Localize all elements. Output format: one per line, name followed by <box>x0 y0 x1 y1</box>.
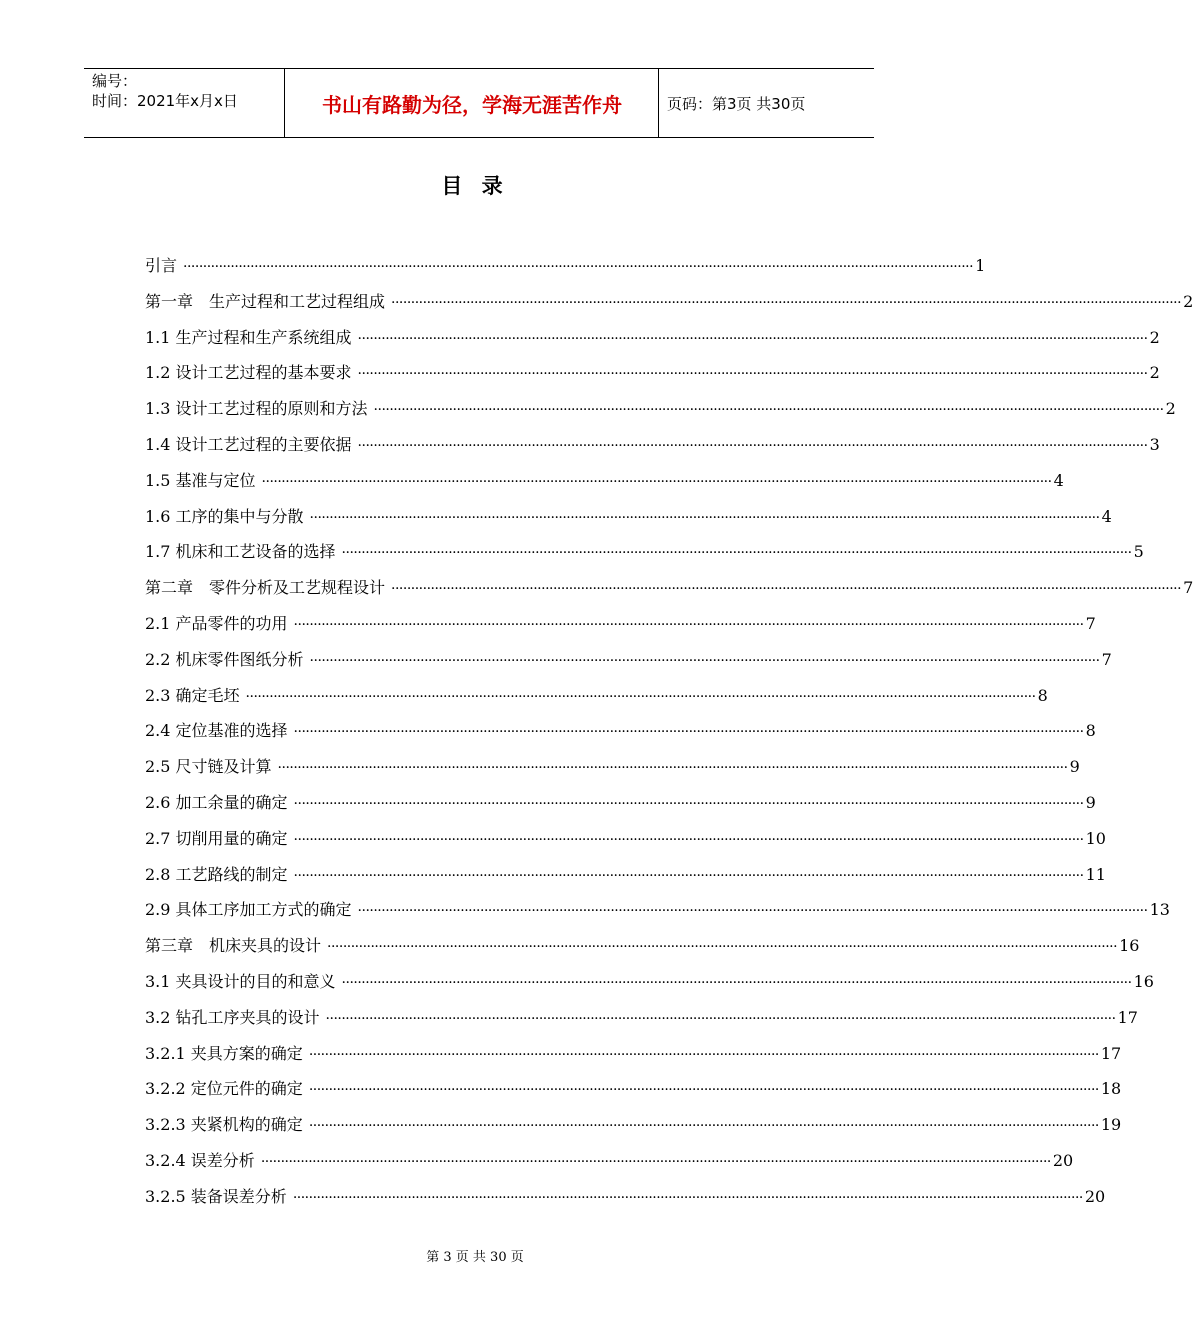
toc-entry-page: 4 <box>1053 470 1064 490</box>
toc-entry[interactable] <box>145 289 1193 325</box>
toc-entry-label: 2.3 确定毛坯 <box>145 685 240 705</box>
toc-leader-dots: ········································································································································································································ <box>341 974 1132 991</box>
toc-entry[interactable] <box>145 754 1080 790</box>
toc-entry-label: 1.3 设计工艺过程的原则和方法 <box>145 399 368 419</box>
toc-entry-page: 9 <box>1085 792 1096 812</box>
toc-leader-dots: ········································································································································································································ <box>293 795 1084 812</box>
toc-entry[interactable] <box>145 969 1154 1005</box>
toc-entry-label: 3.2.2 定位元件的确定 <box>145 1079 303 1099</box>
header-motto: 书山有路勤为径，学海无涯苦作舟 <box>322 92 622 117</box>
header-time-label: 时间：2021年x月x日 <box>92 92 238 110</box>
toc-entry[interactable] <box>145 611 1096 647</box>
toc-entry-page: 20 <box>1052 1150 1074 1170</box>
toc-entry-label: 引言 <box>145 256 178 275</box>
toc-leader-dots: ········································································································································································································ <box>357 330 1148 347</box>
toc-entry-label: 第一章 生产过程和工艺过程组成 <box>145 291 386 311</box>
toc-entry-page: 17 <box>1117 1007 1138 1027</box>
toc-entry-label: 3.2.5 装备误差分析 <box>145 1186 287 1206</box>
toc-entry-page: 7 <box>1183 578 1193 598</box>
toc-entry-page: 7 <box>1101 649 1112 669</box>
toc-entry-page: 8 <box>1037 685 1048 705</box>
toc-entry[interactable] <box>145 933 1140 969</box>
toc-entry-page: 2 <box>1149 327 1160 347</box>
toc-entry-label: 3.2.3 夹紧机构的确定 <box>145 1115 303 1135</box>
toc-entry-page: 13 <box>1149 900 1170 920</box>
toc-leader-dots: ········································································································································································································ <box>277 760 1068 777</box>
toc-entry-label: 1.2 设计工艺过程的基本要求 <box>145 363 352 383</box>
toc-entry-label: 3.2 钻孔工序夹具的设计 <box>145 1007 320 1027</box>
toc-entry-label: 2.7 切削用量的确定 <box>145 828 288 848</box>
toc-entry[interactable] <box>145 718 1096 754</box>
toc-entry[interactable] <box>145 1041 1122 1077</box>
toc-leader-dots: ········································································································································································································ <box>260 1153 1051 1170</box>
toc-entry-page: 4 <box>1101 506 1112 526</box>
toc-entry[interactable] <box>145 575 1193 611</box>
header-divider-right <box>658 69 659 137</box>
toc-entry[interactable] <box>145 826 1106 862</box>
toc-leader-dots: ········································································································································································································ <box>293 831 1084 848</box>
toc-leader-dots: ········································································································································································································ <box>357 903 1148 920</box>
toc-entry-label: 1.7 机床和工艺设备的选择 <box>145 542 336 562</box>
toc-leader-dots: ········································································································································································································ <box>308 1118 1099 1135</box>
toc-entry-label: 1.5 基准与定位 <box>145 470 256 490</box>
toc-leader-dots: ········································································································································································································ <box>309 652 1100 669</box>
toc-entry-page: 9 <box>1069 757 1080 777</box>
toc-entry-label: 3.2.4 误差分析 <box>145 1150 255 1170</box>
toc-entry-label: 2.8 工艺路线的制定 <box>145 864 288 884</box>
toc-entry-page: 17 <box>1100 1043 1122 1063</box>
toc-entry-page: 2 <box>1183 291 1193 311</box>
toc-entry-page: 2 <box>1149 363 1160 383</box>
page-header <box>84 68 874 138</box>
toc-entry[interactable] <box>145 683 1048 719</box>
toc-entry-page: 18 <box>1100 1079 1122 1099</box>
toc-entry[interactable] <box>145 1005 1138 1041</box>
header-divider-left <box>284 69 285 137</box>
toc-entry-page: 16 <box>1119 936 1140 956</box>
toc-entry-label: 第三章 机床夹具的设计 <box>145 936 322 956</box>
toc-entry[interactable] <box>145 1112 1122 1148</box>
table-of-contents <box>145 253 1193 1220</box>
toc-entry-label: 2.5 尺寸链及计算 <box>145 757 272 777</box>
toc-leader-dots: ········································································································································································································ <box>293 616 1084 633</box>
toc-leader-dots: ········································································································································································································ <box>293 867 1084 884</box>
toc-entry-page: 3 <box>1149 434 1160 454</box>
toc-entry[interactable] <box>145 396 1176 432</box>
toc-entry[interactable] <box>145 325 1160 361</box>
toc-leader-dots: ········································································································································································································ <box>357 366 1148 383</box>
toc-leader-dots: ········································································································································································································ <box>292 1189 1083 1206</box>
toc-entry-label: 2.6 加工余量的确定 <box>145 792 288 812</box>
toc-entry[interactable] <box>145 1184 1106 1220</box>
toc-entry[interactable] <box>145 253 986 289</box>
toc-entry[interactable] <box>145 647 1112 683</box>
toc-entry[interactable] <box>145 1076 1122 1112</box>
toc-leader-dots: ········································································································································································································ <box>373 402 1164 419</box>
toc-entry-label: 3.1 夹具设计的目的和意义 <box>145 971 336 991</box>
toc-entry[interactable] <box>145 432 1160 468</box>
toc-entry-page: 7 <box>1085 613 1096 633</box>
toc-entry-label: 2.2 机床零件图纸分析 <box>145 649 304 669</box>
page-footer: 第 3 页 共 30 页 <box>426 1250 524 1265</box>
toc-entry-label: 2.1 产品零件的功用 <box>145 613 288 633</box>
toc-entry-label: 第二章 零件分析及工艺规程设计 <box>145 578 386 598</box>
toc-entry-label: 2.4 定位基准的选择 <box>145 721 288 741</box>
toc-leader-dots: ········································································································································································································ <box>391 294 1182 311</box>
toc-title: 目 录 <box>441 174 509 198</box>
toc-entry[interactable] <box>145 897 1170 933</box>
toc-entry-page: 10 <box>1085 828 1106 848</box>
toc-entry[interactable] <box>145 862 1106 898</box>
toc-entry-label: 1.6 工序的集中与分散 <box>145 506 304 526</box>
toc-leader-dots: ········································································································································································································ <box>341 545 1132 562</box>
toc-leader-dots: ········································································································································································································ <box>308 1082 1099 1099</box>
toc-entry-label: 3.2.1 夹具方案的确定 <box>145 1043 303 1063</box>
toc-entry[interactable] <box>145 790 1096 826</box>
toc-entry-label: 2.9 具体工序加工方式的确定 <box>145 900 352 920</box>
toc-leader-dots: ········································································································································································································ <box>327 939 1118 956</box>
toc-entry-page: 2 <box>1165 399 1176 419</box>
toc-entry-label: 1.1 生产过程和生产系统组成 <box>145 327 352 347</box>
toc-leader-dots: ········································································································································································································ <box>357 437 1148 454</box>
toc-leader-dots: ········································································································································································································ <box>391 581 1182 598</box>
toc-entry-page: 8 <box>1085 721 1096 741</box>
header-number-label: 编号： <box>92 72 138 90</box>
toc-leader-dots: ········································································································································································································ <box>308 1046 1099 1063</box>
header-meta <box>92 71 282 111</box>
toc-entry-page: 19 <box>1100 1115 1122 1135</box>
toc-entry-page: 1 <box>975 256 986 275</box>
toc-leader-dots: ········································································································································································································ <box>309 509 1100 526</box>
toc-entry[interactable] <box>145 539 1144 575</box>
toc-entry[interactable] <box>145 1148 1074 1184</box>
toc-entry[interactable] <box>145 504 1112 540</box>
toc-leader-dots: ········································································································································································································ <box>261 473 1052 490</box>
toc-entry-label: 1.4 设计工艺过程的主要依据 <box>145 434 352 454</box>
toc-entry-page: 5 <box>1133 542 1144 562</box>
toc-entry-page: 16 <box>1133 971 1154 991</box>
toc-leader-dots: ········································································································································································································ <box>245 688 1036 705</box>
toc-entry-page: 20 <box>1084 1186 1106 1206</box>
toc-leader-dots: ········································································································································································································ <box>293 724 1084 741</box>
toc-entry[interactable] <box>145 468 1064 504</box>
toc-leader-dots: ········································································································································································································ <box>183 259 974 275</box>
toc-entry-page: 11 <box>1085 864 1106 884</box>
toc-entry[interactable] <box>145 360 1160 396</box>
toc-leader-dots: ········································································································································································································ <box>325 1010 1116 1027</box>
header-page-info: 页码：第3页 共30页 <box>667 94 806 113</box>
